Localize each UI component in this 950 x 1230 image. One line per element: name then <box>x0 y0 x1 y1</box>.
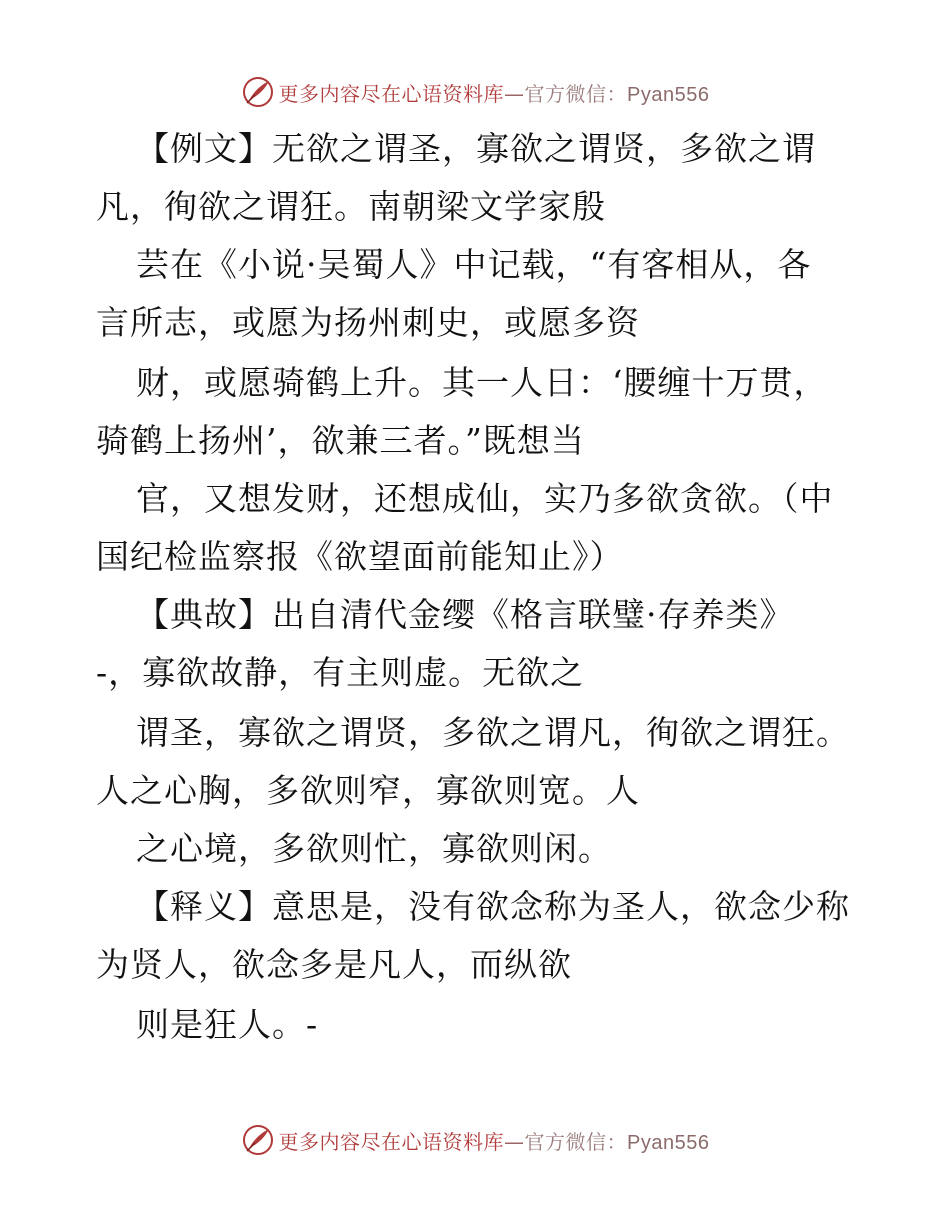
text-line: 芸在《小说·吴蜀人》中记载，“有客相从，各 <box>136 245 812 284</box>
text-line: 之心境，多欲则忙，寡欲则闲。 <box>136 829 612 868</box>
text-line: 官，又想发财，还想成仙，实乃多欲贪欲。（中 <box>136 479 834 518</box>
watermark-separator: — <box>504 81 525 106</box>
watermark-wechat-id: Pyan556 <box>627 83 710 106</box>
text-line: -，寡欲故静，有主则虚。无欲之 <box>96 653 585 692</box>
text-line: 财，或愿骑鹤上升。其一人日：‘腰缠十万贯， <box>136 363 828 402</box>
feather-quill-icon <box>241 1123 275 1157</box>
text-line: 为贤人，欲念多是凡人，而纵欲 <box>96 945 572 984</box>
watermark-site: 更多内容尽在心语资料库 <box>278 81 505 106</box>
watermark-site: 更多内容尽在心语资料库 <box>278 1129 505 1154</box>
text-line: 凡，徇欲之谓狂。南朝梁文学家殷 <box>96 187 606 226</box>
watermark-text <box>279 1126 710 1155</box>
watermark-text <box>279 78 710 107</box>
watermark-wechat-label: 官方微信： <box>524 81 628 106</box>
footer-watermark <box>0 1120 950 1160</box>
text-line: 人之心胸，多欲则窄，寡欲则宽。人 <box>96 771 640 810</box>
text-line: 骑鹤上扬州’，欲兼三者。”既想当 <box>96 421 585 460</box>
text-line: 谓圣，寡欲之谓贤，多欲之谓凡，徇欲之谓狂。 <box>136 713 850 752</box>
feather-quill-icon <box>241 75 275 109</box>
text-line: 【释义】意思是，没有欲念称为圣人，欲念少称 <box>136 887 850 926</box>
text-line: 国纪检监察报《欲望面前能知止》） <box>96 537 624 576</box>
watermark-wechat-id: Pyan556 <box>627 1131 710 1154</box>
text-line: 则是狂人。- <box>136 1005 319 1044</box>
text-line: 【例文】无欲之谓圣，寡欲之谓贤，多欲之谓 <box>136 129 816 168</box>
watermark-separator: — <box>504 1129 525 1154</box>
text-line: 【典故】出自清代金缨《格言联璧·存养类》 <box>136 595 794 634</box>
text-line: 言所志，或愿为扬州刺史，或愿多资 <box>96 303 640 342</box>
watermark-wechat-label: 官方微信： <box>524 1129 628 1154</box>
header-watermark <box>0 72 950 112</box>
